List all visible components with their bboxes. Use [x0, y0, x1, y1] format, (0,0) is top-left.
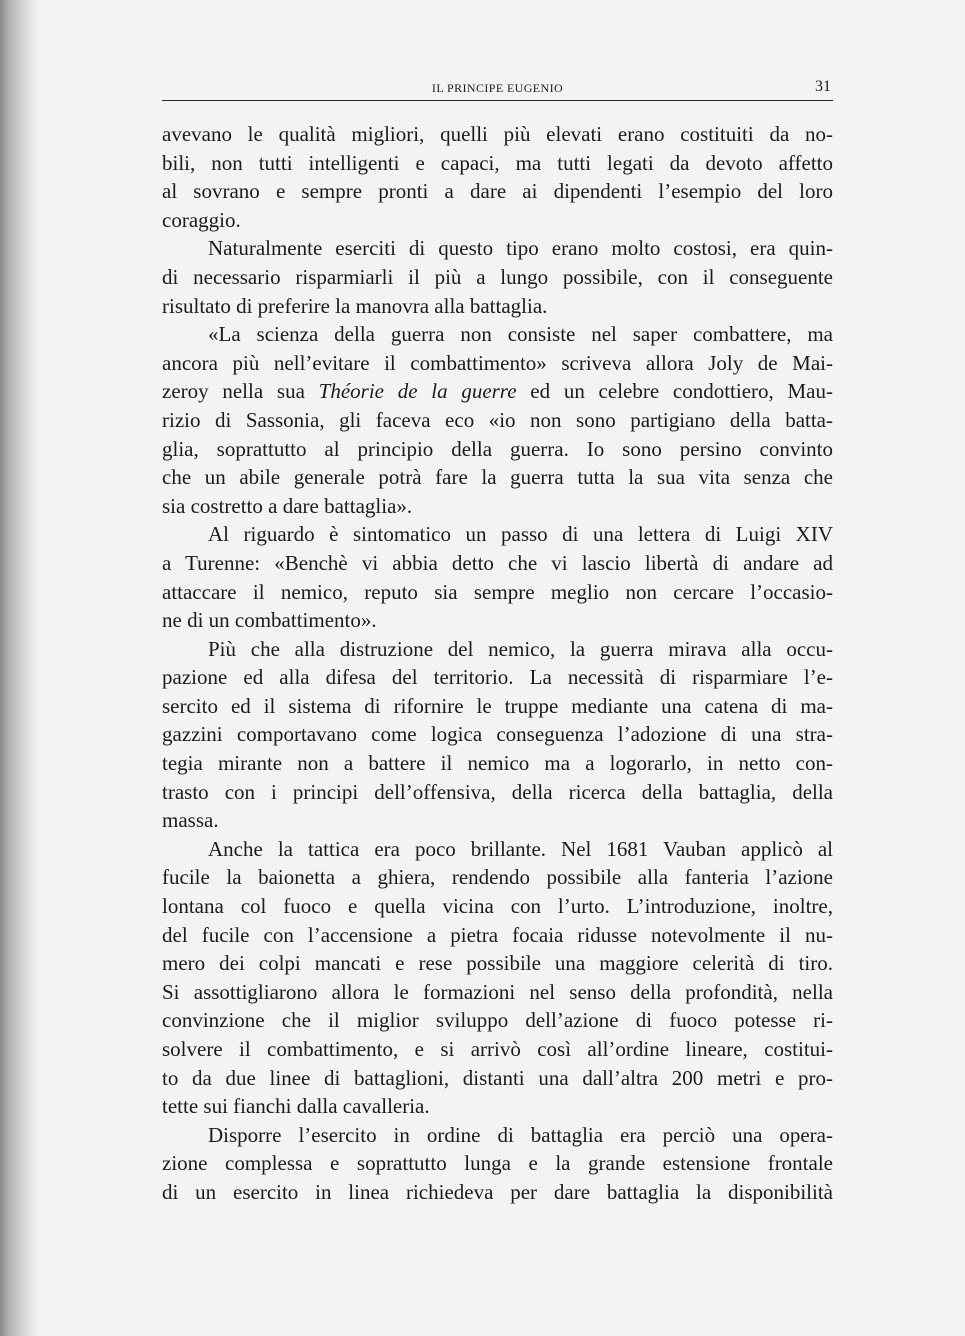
text-line: zione complessa e soprattutto lunga e la grande estensione frontale — [162, 1151, 833, 1176]
text-line: Al riguardo è sintomatico un passo di una lettera di Luigi XIV — [208, 522, 833, 547]
text-line: ancora più nell’evitare il combattimento» scriveva allora Joly de Mai- — [162, 350, 833, 375]
text-line: a Turenne: «Benchè vi abbia detto che vi lascio libertà di andare ad — [162, 550, 833, 575]
text-line: Disporre l’esercito in ordine di battaglia era perciò una opera- — [208, 1122, 833, 1147]
text-line: al sovrano e sempre pronti a dare ai dipendenti l’esempio del loro — [162, 179, 833, 204]
body-text — [162, 120, 833, 1207]
text-line: avevano le qualità migliori, quelli più elevati erano costituiti da no- — [162, 122, 833, 146]
text-line: bili, non tutti intelligenti e capaci, ma tutti legati da devoto affetto — [162, 150, 833, 175]
text-line: ne di un combattimento». — [162, 608, 377, 633]
text-line: di un esercito in linea richiedeva per dare battaglia la disponibilità — [162, 1179, 833, 1204]
text-line: fucile la baionetta a ghiera, rendendo possibile alla fanteria l’azione — [162, 865, 833, 890]
text-line: trasto con i principi dell’offensiva, della ricerca della battaglia, della — [162, 779, 833, 804]
text-line: sercito ed il sistema di rifornire le truppe mediante una catena di ma- — [162, 693, 833, 718]
text-line: che un abile generale potrà fare la guerra tutta la sua vita senza che — [162, 465, 833, 490]
page-number: 31 — [815, 78, 831, 95]
text-line: sia costretto a dare battaglia». — [162, 493, 413, 518]
text-line: lontana col fuoco e quella vicina con l’urto. L’introduzione, inoltre, — [162, 894, 833, 919]
text-line: rizio di Sassonia, gli faceva eco «io non sono partigiano della batta- — [162, 407, 833, 432]
text-line: risultato di preferire la manovra alla battaglia. — [162, 293, 548, 318]
book-title: Théorie de la guerre — [318, 379, 517, 404]
text-line: convinzione che il miglior sviluppo dell’azione di fuoco potesse ri- — [162, 1008, 833, 1033]
text-line: di necessario risparmiarli il più a lungo possibile, con il conseguente — [162, 264, 833, 289]
text-line: Naturalmente eserciti di questo tipo erano molto costosi, era quin- — [208, 236, 833, 261]
text-line: «La scienza della guerra non consiste nel saper combattere, ma — [208, 322, 833, 347]
text-line-with-title — [162, 377, 833, 406]
page-gutter-shadow — [0, 0, 40, 1336]
text-line: tette sui fianchi dalla cavalleria. — [162, 1094, 430, 1119]
text-segment: ed un celebre condottiero, Mau- — [530, 379, 833, 404]
text-line: to da due linee di battaglioni, distanti una dall’altra 200 metri e pro- — [162, 1065, 833, 1090]
text-line: glia, soprattutto al principio della guerra. Io sono persino convinto — [162, 436, 833, 461]
text-line: del fucile con l’accensione a pietra focaia ridusse notevolmente il nu- — [162, 922, 833, 947]
running-head: IL PRINCIPE EUGENIO — [431, 81, 564, 95]
text-line: massa. — [162, 808, 219, 833]
text-line: mero dei colpi mancati e rese possibile una maggiore celerità di tiro. — [162, 951, 833, 976]
text-line: Si assottigliarono allora le formazioni nel senso della profondità, nella — [162, 979, 833, 1004]
text-segment: zeroy nella sua — [162, 379, 305, 404]
text-line: gazzini comportavano come logica conseguenza l’adozione di una stra- — [162, 722, 833, 747]
text-line: coraggio. — [162, 207, 241, 232]
text-line: solvere il combattimento, e si arrivò così all’ordine lineare, costitui- — [162, 1037, 833, 1061]
text-line: attaccare il nemico, reputo sia sempre meglio non cercare l’occasio- — [162, 579, 833, 604]
text-line: Più che alla distruzione del nemico, la guerra mirava alla occu- — [208, 636, 833, 661]
text-line: Anche la tattica era poco brillante. Nel 1681 Vauban applicò al — [208, 836, 833, 861]
page-header — [162, 78, 833, 101]
text-line: tegia mirante non a battere il nemico ma a logorarlo, in netto con- — [162, 751, 833, 776]
text-line: pazione ed alla difesa del territorio. La necessità di risparmiare l’e- — [162, 665, 833, 690]
